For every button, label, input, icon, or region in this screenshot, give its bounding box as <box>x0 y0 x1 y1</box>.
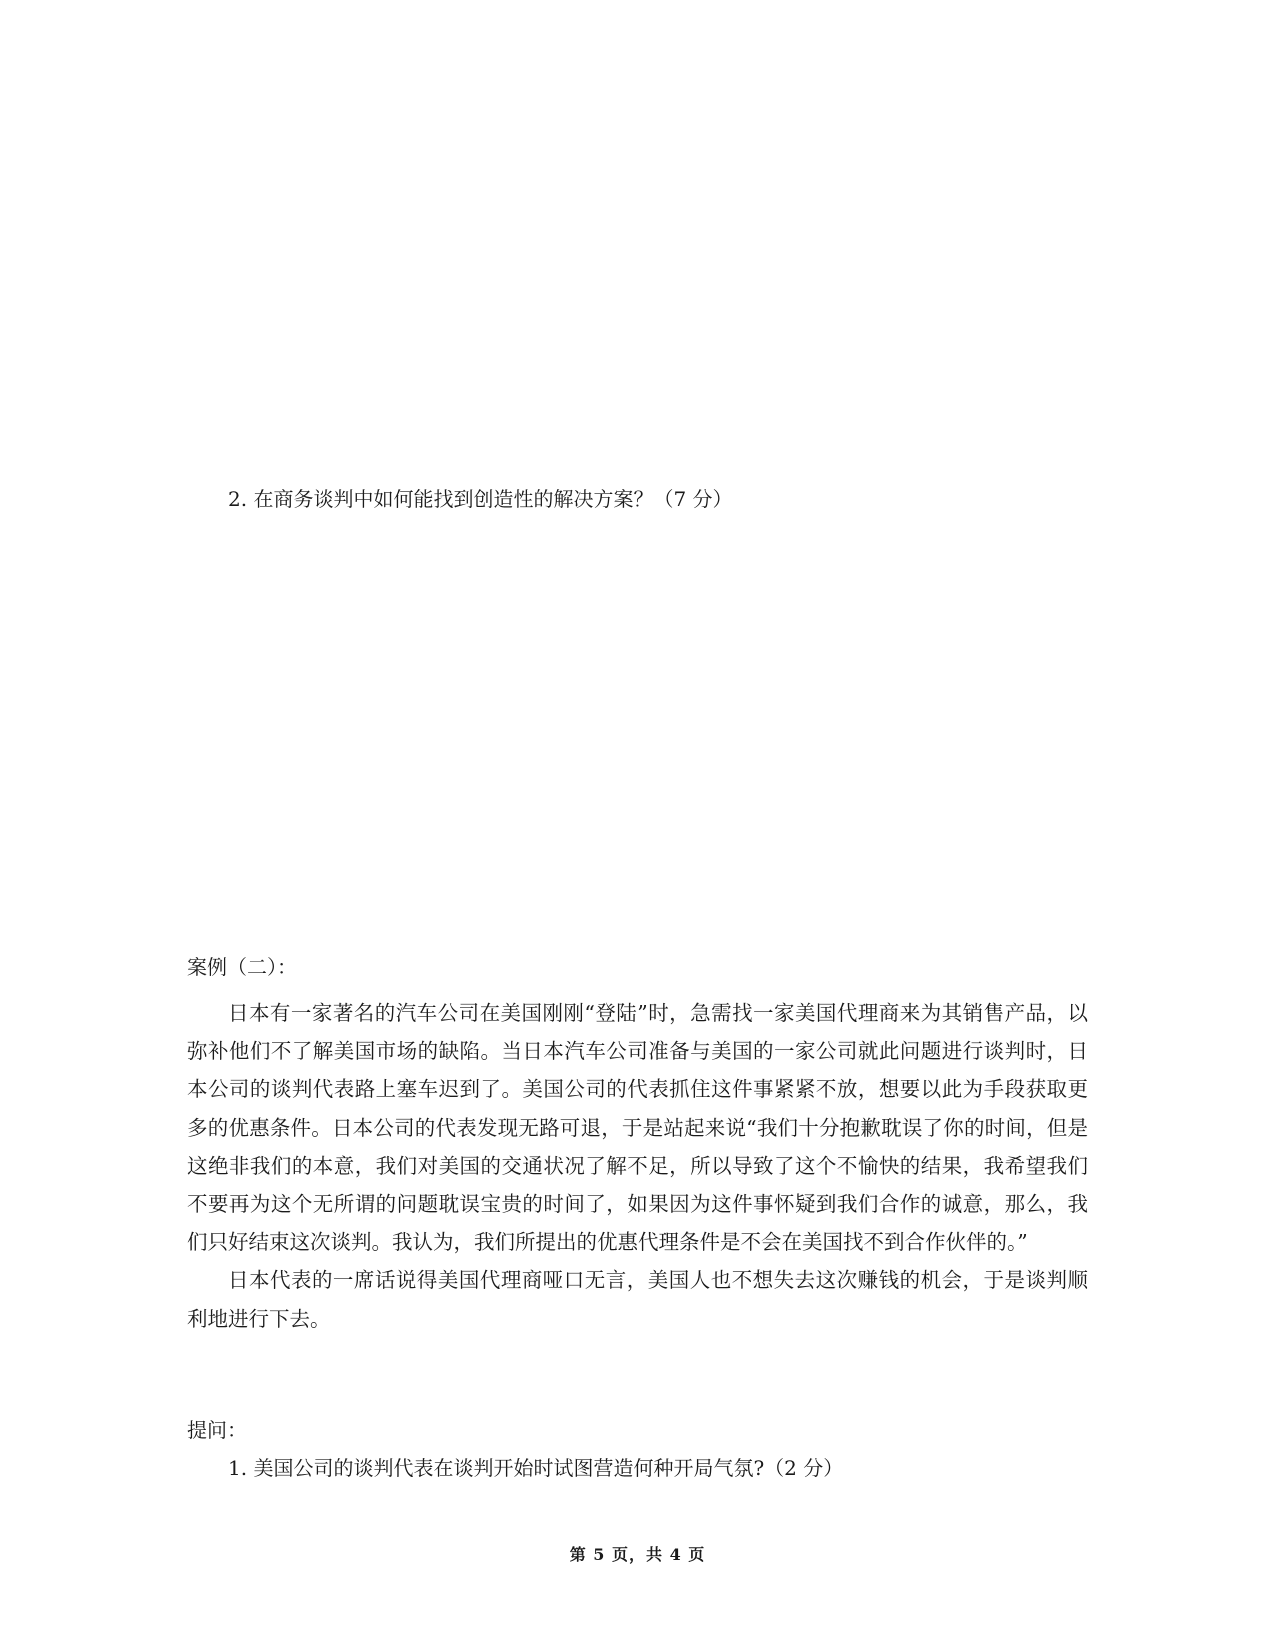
question-1-text: 1. 美国公司的谈判代表在谈判开始时试图营造何种开局气氛?（2 分） <box>228 1456 844 1480</box>
page-footer: 第 5 页，共 4 页 <box>569 1545 706 1564</box>
case-paragraph: 日本有一家著名的汽车公司在美国刚刚“登陆”时，急需找一家美国代理商来为其销售产品，以弥补他们不了解美国市场的缺陷。当日本汽车公司准备与美国的一家公司就此问题进行谈判时，日本公司的谈判代表路上塞车迟到了。美国公司的代表抓住这件事紧紧不放，想要以此为手段获取更多的优惠条件。日本公司的代表发现无路可退，于是站起来说“我们十分抱歉耽误了你的时间，但是这绝非我们的本意，我们对美国的交通状况了解不足，所以导致了这个不愉快的结果，我希望我们不要再为这个无所谓的问题耽误宝贵的时间了，如果因为这件事怀疑到我们合作的诚意，那么，我们只好结束这次谈判。我认为，我们所提出的优惠代理条件是不会在美国找不到合作伙伴的。” <box>187 1001 1088 1255</box>
question-heading: 提问： <box>187 1418 247 1442</box>
case-two-body <box>187 994 1088 1338</box>
case-paragraph: 日本代表的一席话说得美国代理商哑口无言，美国人也不想失去这次赚钱的机会，于是谈判顺利地进行下去。 <box>187 1268 1088 1331</box>
case-two-heading: 案例（二）： <box>187 955 297 979</box>
question-2-text: 2. 在商务谈判中如何能找到创造性的解决方案？（7 分） <box>228 487 733 511</box>
